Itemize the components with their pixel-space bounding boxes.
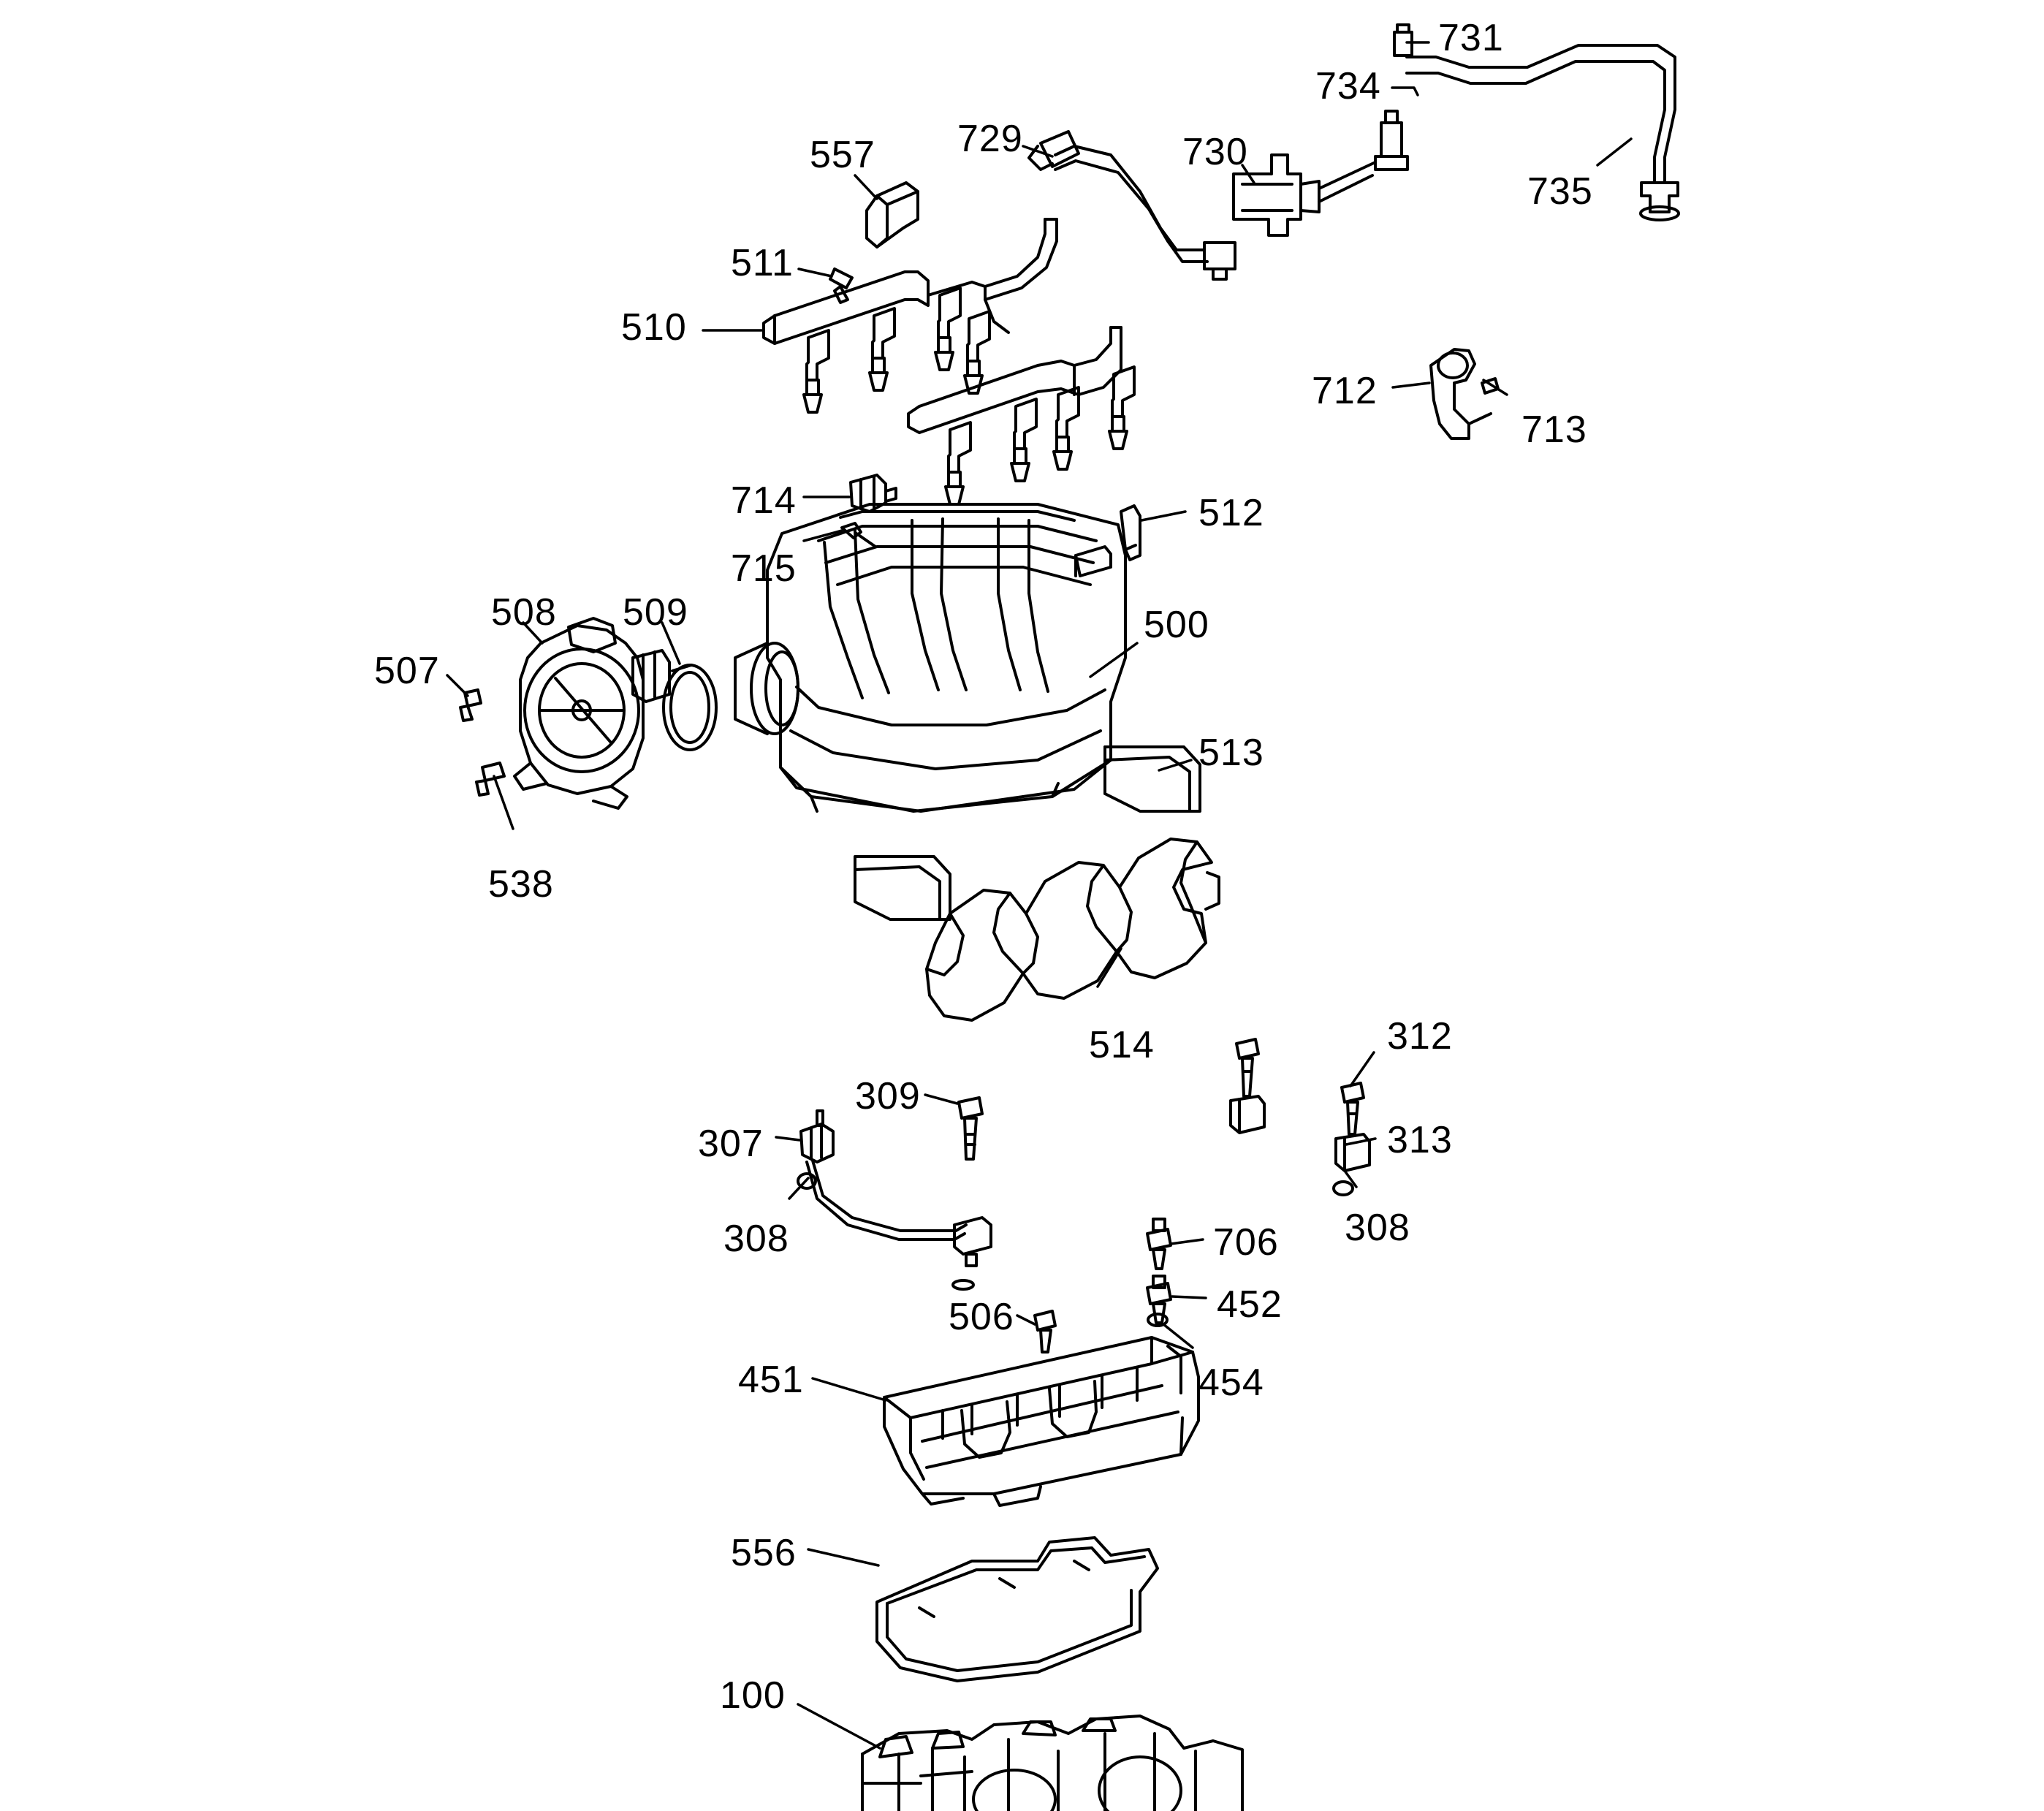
fastener-511	[830, 269, 852, 303]
callout-714: 714	[731, 479, 797, 522]
callout-538: 538	[488, 863, 554, 906]
callout-309: 309	[855, 1075, 921, 1117]
callout-454: 454	[1198, 1362, 1264, 1404]
callout-452: 452	[1217, 1283, 1283, 1326]
callout-100: 100	[720, 1674, 786, 1717]
bracket-557	[867, 183, 918, 247]
callout-510: 510	[621, 306, 687, 349]
callout-706: 706	[1213, 1221, 1279, 1264]
gasket-514	[927, 839, 1219, 1020]
callout-312: 312	[1387, 1015, 1453, 1058]
fuel-line-assembly	[1029, 25, 1679, 279]
callout-735: 735	[1527, 170, 1593, 213]
clip-714	[851, 475, 896, 512]
stud-center	[1231, 1039, 1264, 1133]
callout-713: 713	[1521, 409, 1587, 451]
callout-729: 729	[957, 118, 1023, 160]
callout-734: 734	[1315, 65, 1381, 107]
callout-307: 307	[698, 1123, 764, 1165]
callout-451: 451	[738, 1359, 804, 1401]
callout-313: 313	[1387, 1119, 1453, 1161]
callout-508: 508	[491, 591, 557, 634]
callout-513: 513	[1198, 732, 1264, 774]
fastener-507	[460, 690, 481, 721]
bracket-712	[1431, 349, 1498, 438]
cover-513	[1105, 747, 1200, 811]
callout-506: 506	[949, 1296, 1014, 1338]
stud-706	[1147, 1219, 1171, 1269]
cover-513b	[855, 857, 950, 919]
oil-level-sensor-307	[801, 1111, 991, 1289]
callout-712: 712	[1312, 370, 1378, 412]
gasket-556	[877, 1538, 1158, 1681]
fuel-rail-510	[764, 219, 1134, 504]
callout-308-left: 308	[723, 1218, 789, 1260]
bolt-309	[959, 1098, 982, 1159]
callout-308-right: 308	[1345, 1207, 1410, 1249]
callout-556: 556	[731, 1532, 797, 1574]
callout-512: 512	[1198, 492, 1264, 534]
fastener-308-right	[1334, 1182, 1353, 1195]
callout-511: 511	[731, 242, 794, 284]
bolt-312	[1342, 1083, 1364, 1134]
seal-509	[664, 665, 716, 750]
throttle-body-508	[514, 618, 669, 808]
callout-715: 715	[731, 547, 797, 590]
callout-500: 500	[1144, 604, 1209, 646]
valley-cover-451	[884, 1337, 1198, 1506]
callout-514: 514	[1089, 1024, 1155, 1066]
callout-731: 731	[1438, 17, 1504, 59]
callout-507: 507	[374, 650, 440, 692]
bolt-506	[1035, 1311, 1055, 1352]
callout-557: 557	[810, 134, 875, 176]
callout-509: 509	[623, 591, 688, 634]
callout-730: 730	[1182, 131, 1248, 173]
engine-block-100	[862, 1716, 1242, 1811]
